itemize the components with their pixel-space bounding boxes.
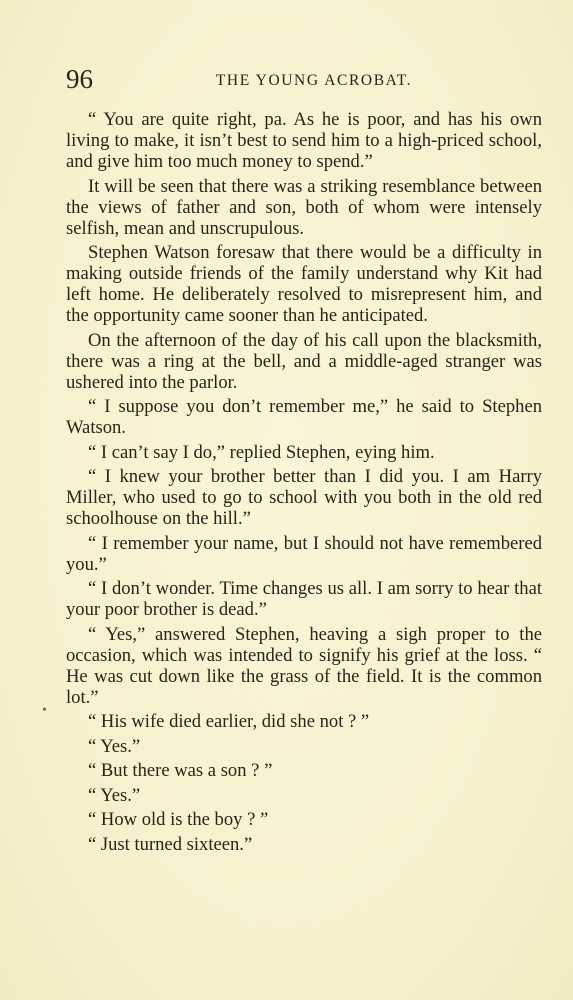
- paragraph: Stephen Watson foresaw that there would be a difficulty in making outside friends of the family understand why Kit had left home. He deliberately resolved to misrepresent him, and the opportunity came sooner than he anticipated.: [66, 242, 542, 326]
- paragraph: “ His wife died earlier, did she not ? ”: [88, 711, 370, 732]
- page-number: 96: [66, 64, 93, 94]
- paragraph: “ But there was a son ? ”: [88, 760, 273, 781]
- body-text: [66, 109, 542, 858]
- paragraph: “ Yes.”: [88, 735, 141, 757]
- page-header: [66, 64, 542, 100]
- paragraph: “ I suppose you don’t remember me,” he said to Stephen Watson.: [66, 396, 542, 438]
- paragraph: “ Yes,” answered Stephen, heaving a sigh proper to the occasion, which was intended to signify his grief at the loss. “ He was cut down like the grass of the field. It is the common lot.”: [66, 623, 542, 708]
- paragraph: “ I can’t say I do,” replied Stephen, eying him.: [88, 441, 435, 463]
- margin-speck: •: [42, 703, 47, 718]
- paragraph: “ Just turned sixteen.”: [88, 833, 253, 855]
- paragraph: “ How old is the boy ? ”: [88, 809, 269, 830]
- paragraph: “ I don’t wonder. Time changes us all. I am sorry to hear that your poor brother is dead.”: [66, 578, 542, 620]
- paragraph: “ You are quite right, pa. As he is poor, and has his own living to make, it isn’t best to send him to a high-priced school, and give him too much money to spend.”: [66, 109, 542, 172]
- paragraph: “ I knew your brother better than I did you. I am Harry Miller, who used to go to school with you both in the old red schoolhouse on the hill.”: [66, 466, 542, 529]
- paragraph: “ I remember your name, but I should not have remembered you.”: [66, 532, 542, 575]
- paragraph: It will be seen that there was a striking resemblance between the views of father and son, both of whom were intensely selfish, mean and unscrupulous.: [66, 175, 542, 239]
- running-title: THE YOUNG ACROBAT.: [215, 72, 413, 89]
- paragraph: “ Yes.”: [88, 784, 141, 806]
- paragraph: On the afternoon of the day of his call upon the blacksmith, there was a ring at the bell, and a middle-aged stranger was ushered into the parlor.: [66, 329, 542, 393]
